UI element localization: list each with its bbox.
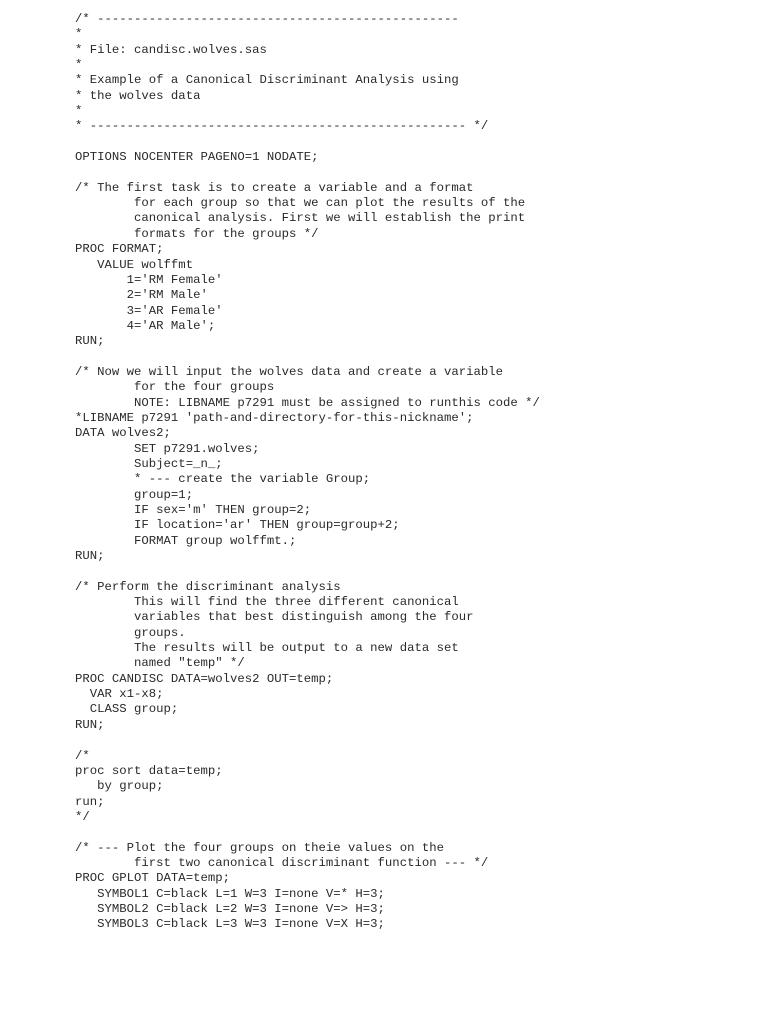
code-line: The results will be output to a new data set (75, 641, 459, 656)
code-line: * File: candisc.wolves.sas (75, 42, 267, 57)
code-line: SYMBOL1 C=black L=1 W=3 I=none V=* H=3; (75, 886, 385, 901)
code-line: RUN; (75, 549, 105, 564)
code-line: VAR x1-x8; (75, 687, 164, 702)
code-line: by group; (75, 779, 164, 794)
code-line: *LIBNAME p7291 'path-and-directory-for-this-nickname'; (75, 410, 474, 425)
code-line: * --------------------------------------------------- */ (75, 119, 489, 134)
code-line: /* Perform the discriminant analysis (75, 579, 341, 594)
code-line: NOTE: LIBNAME p7291 must be assigned to runthis code */ (75, 395, 540, 410)
code-line: variables that best distinguish among the four (75, 610, 474, 625)
code-line: 1='RM Female' (75, 272, 223, 287)
code-line: PROC CANDISC DATA=wolves2 OUT=temp; (75, 671, 334, 686)
code-line: * --- create the variable Group; (75, 472, 371, 487)
code-line: * (75, 27, 83, 42)
blank-line (75, 564, 540, 579)
code-line: /* The first task is to create a variable and a format (75, 180, 474, 195)
blank-line (75, 825, 540, 840)
code-line: SET p7291.wolves; (75, 441, 260, 456)
code-line: PROC FORMAT; (75, 242, 164, 257)
code-line: RUN; (75, 717, 105, 732)
code-line: DATA wolves2; (75, 426, 171, 441)
blank-line (75, 165, 540, 180)
code-line: FORMAT group wolffmt.; (75, 533, 297, 548)
code-line: RUN; (75, 334, 105, 349)
code-line: /* (75, 748, 90, 763)
code-line: OPTIONS NOCENTER PAGENO=1 NODATE; (75, 150, 319, 165)
code-line: for the four groups (75, 380, 275, 395)
code-line: group=1; (75, 487, 194, 502)
code-line: /* --- Plot the four groups on theie values on the (75, 840, 444, 855)
code-line: 2='RM Male' (75, 288, 208, 303)
sas-code-listing (75, 12, 540, 933)
code-line: /* ------------------------------------------------- (75, 12, 459, 26)
code-line: first two canonical discriminant function --- */ (75, 855, 489, 870)
code-line: 3='AR Female' (75, 303, 223, 318)
code-line: /* Now we will input the wolves data and create a variable (75, 364, 504, 379)
blank-line (75, 733, 540, 748)
code-line: SYMBOL2 C=black L=2 W=3 I=none V=> H=3; (75, 901, 385, 916)
code-line: * Example of a Canonical Discriminant Analysis using (75, 73, 459, 88)
code-line: * the wolves data (75, 88, 201, 103)
code-line: named "temp" */ (75, 656, 245, 671)
code-line: This will find the three different canonical (75, 595, 459, 610)
code-line: Subject=_n_; (75, 456, 223, 471)
code-line: PROC GPLOT DATA=temp; (75, 871, 230, 886)
blank-line (75, 350, 540, 365)
code-line: IF location='ar' THEN group=group+2; (75, 518, 400, 533)
code-line: */ (75, 809, 90, 824)
code-line: * (75, 104, 83, 119)
code-line: * (75, 58, 83, 73)
code-line: 4='AR Male'; (75, 318, 216, 333)
code-line: proc sort data=temp; (75, 763, 223, 778)
blank-line (75, 135, 540, 150)
code-line: run; (75, 794, 105, 809)
code-line: SYMBOL3 C=black L=3 W=3 I=none V=X H=3; (75, 917, 385, 932)
code-line: VALUE wolffmt (75, 257, 194, 272)
code-line: canonical analysis. First we will establish the print (75, 211, 526, 226)
code-line: groups. (75, 625, 186, 640)
code-line: for each group so that we can plot the results of the (75, 196, 526, 211)
code-line: formats for the groups */ (75, 226, 319, 241)
code-line: IF sex='m' THEN group=2; (75, 503, 312, 517)
code-line: CLASS group; (75, 702, 179, 717)
